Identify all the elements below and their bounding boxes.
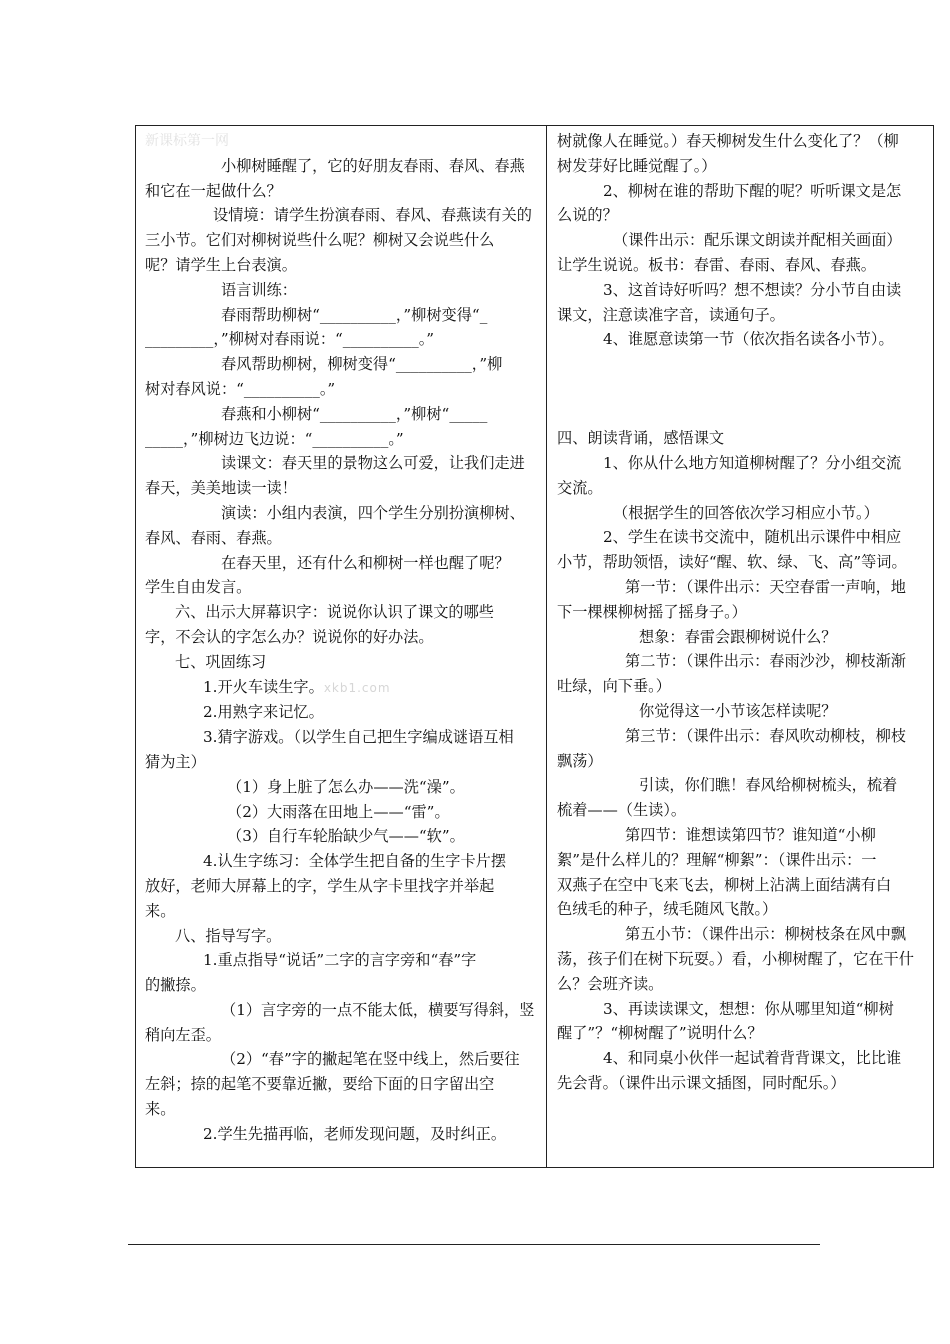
- text-line: [557, 699, 925, 724]
- line-text: 交流。: [557, 478, 603, 497]
- text-line: [557, 1021, 925, 1046]
- text-line: [557, 525, 925, 550]
- text-line: [557, 501, 925, 526]
- line-text: 树就像人在睡觉。）春天柳树发生什么变化了？（柳: [557, 132, 899, 150]
- line-text: 课文，注意读准字音，读通句子。: [557, 305, 785, 324]
- line-text: 放好，老师大屏幕上的字，学生从字卡里找字并举起: [145, 876, 495, 895]
- line-text: 三小节。它们对柳树说些什么呢？柳树又会说些什么: [145, 231, 495, 250]
- text-line: [145, 253, 538, 278]
- line-text: 演读：小组内表演，四个学生分别扮演柳树、: [221, 503, 525, 522]
- text-line: [145, 700, 538, 725]
- text-line: [145, 849, 538, 874]
- left-column: [136, 126, 547, 1167]
- line-text: 设情境：请学生扮演春雨、春风、春燕读有关的: [213, 206, 532, 225]
- text-line: [145, 600, 538, 625]
- text-line: [557, 1046, 925, 1071]
- line-text: 吐绿，向下垂。）: [557, 677, 671, 696]
- text-line: [145, 625, 538, 650]
- text-line: [145, 1122, 538, 1147]
- line-text: 想象：春雷会跟柳树说什么？: [639, 627, 837, 646]
- line-text: 春天，美美地读一读！: [145, 479, 297, 498]
- line-text: 来。: [145, 901, 176, 920]
- text-line: [145, 278, 538, 303]
- line-text: 梳着——（生读）。: [557, 801, 687, 820]
- text-line: [145, 800, 538, 825]
- text-line: [145, 303, 538, 328]
- line-text: _________，”柳树对春雨说：“__________。”: [145, 330, 435, 349]
- text-line: [557, 253, 925, 278]
- text-line: [145, 874, 538, 899]
- text-line: [557, 203, 925, 228]
- text-line: [145, 899, 538, 924]
- text-line: [557, 972, 925, 997]
- line-text: 树对春风说：“__________。”: [145, 379, 336, 398]
- line-text: 学生自由发言。: [145, 578, 252, 597]
- text-line: [145, 775, 538, 800]
- text-line: [145, 203, 538, 228]
- line-text: 么说的？: [557, 206, 618, 225]
- text-line: [557, 848, 925, 873]
- text-line: [145, 402, 538, 427]
- lesson-plan-table: [135, 125, 934, 1168]
- text-line: [145, 526, 538, 551]
- text-line: [557, 476, 925, 501]
- line-text: 七、巩固练习: [175, 652, 267, 671]
- line-text: 小节，帮助领悟，读好“醒、软、绿、飞、高”等词。: [557, 553, 907, 572]
- text-line: [145, 924, 538, 949]
- line-text: 四、朗读背诵，感悟课文: [557, 429, 725, 448]
- text-line: [145, 451, 538, 476]
- line-text: 左斜；捺的起笔不要靠近撇，要给下面的日字留出空: [145, 1075, 495, 1094]
- line-text: 1.重点指导“说话”二字的言字旁和“春”字: [203, 951, 477, 970]
- text-line: [145, 154, 538, 179]
- line-text: 来。: [145, 1100, 176, 1119]
- text-line: [145, 352, 538, 377]
- line-text: 春风帮助柳树，柳树变得“__________，”柳: [221, 355, 503, 374]
- line-text: 2.学生先描再临，老师发现问题，及时纠正。: [203, 1124, 507, 1143]
- line-text: 语言训练：: [221, 280, 297, 299]
- text-line: [557, 303, 925, 328]
- line-text: 下一棵棵柳树摇了摇身子。）: [557, 602, 747, 621]
- text-line: [145, 327, 538, 352]
- text-line: [557, 451, 925, 476]
- line-text: 在春天里，还有什么和柳树一样也醒了呢？: [221, 553, 510, 572]
- line-text: （课件出示：配乐课文朗读并配相关画面）: [613, 231, 902, 250]
- right-column: [547, 126, 933, 1167]
- line-text: 双燕子在空中飞来飞去，柳树上沾满上面结满有白: [557, 875, 892, 894]
- line-text: 六、出示大屏幕识字：说说你认识了课文的哪些: [175, 603, 494, 622]
- line-text: 荡，孩子们在树下玩耍。）看，小柳树醒了，它在干什: [557, 949, 914, 968]
- text-line: [145, 1097, 538, 1122]
- text-line: [145, 228, 538, 253]
- line-text: 2、柳树在谁的帮助下醒的呢？听听课文是怎: [603, 181, 902, 200]
- text-line: [557, 600, 925, 625]
- line-text: 3、这首诗好听吗？想不想读？分小节自由读: [603, 280, 902, 299]
- text-line: [145, 824, 538, 849]
- text-line: [557, 897, 925, 922]
- line-text: 絮”是什么样儿的？理解“柳絮”：（课件出示：一: [557, 850, 877, 869]
- line-text: 3.猜字游戏。（以学生自己把生字编成谜语互相: [203, 728, 514, 747]
- line-text: 小柳树睡醒了，它的好朋友春雨、春风、春燕: [221, 156, 525, 175]
- text-line: [557, 278, 925, 303]
- line-text: 第三节：（课件出示：春风吹动柳枝，柳枝: [625, 726, 906, 745]
- line-text: 4.认生字练习：全体学生把自备的生字卡片摆: [203, 852, 507, 871]
- text-line: [145, 1072, 538, 1097]
- text-line: [557, 228, 925, 253]
- line-text: （2）“春”字的撇起笔在竖中线上，然后要往: [221, 1050, 520, 1069]
- line-text: 八、指导写字。: [175, 926, 282, 945]
- text-line: [557, 674, 925, 699]
- line-text: 春雨帮助柳树“__________，”柳树变得“_: [221, 305, 488, 324]
- text-line: [557, 823, 925, 848]
- text-line: [557, 749, 925, 774]
- line-text: 树发芽好比睡觉醒了。）: [557, 156, 717, 175]
- line-text: 第二节：（课件出示：春雨沙沙，柳枝渐渐: [625, 652, 906, 671]
- text-line: [557, 947, 925, 972]
- text-line: [145, 179, 538, 204]
- line-text: （2）大雨落在田地上——“雷”。: [227, 802, 450, 821]
- line-text: 先会背。（课件出示课文插图，同时配乐。）: [557, 1073, 846, 1092]
- line-text: 4、谁愿意读第一节（依次指名读各小节）。: [603, 330, 894, 349]
- watermark-text: [145, 129, 538, 154]
- line-text: 醒了”？“柳树醒了”说明什么？: [557, 1024, 763, 1043]
- footer-rule: [128, 1244, 820, 1245]
- text-line: [145, 973, 538, 998]
- text-line: [557, 649, 925, 674]
- line-text: 1、你从什么地方知道柳树醒了？分小组交流: [603, 453, 902, 472]
- line-text: （3）自行车轮胎缺少气——“软”。: [227, 827, 465, 846]
- paragraph-gap: [557, 352, 925, 426]
- text-line: [557, 327, 925, 352]
- text-line: [557, 550, 925, 575]
- line-text: 新课标第一网: [145, 133, 229, 149]
- line-text: 猜为主）: [145, 752, 206, 771]
- line-text: 呢？请学生上台表演。: [145, 255, 297, 274]
- text-line: [557, 997, 925, 1022]
- line-text: 第四节：谁想读第四节？谁知道“小柳: [625, 825, 876, 844]
- line-text: （1）言字旁的一点不能太低，横要写得斜，竖: [221, 1000, 535, 1019]
- line-text: 引读，你们瞧！春风给柳树梳头，梳着: [639, 776, 898, 795]
- text-line: [557, 922, 925, 947]
- text-line: [557, 1071, 925, 1096]
- text-line: [557, 724, 925, 749]
- line-text: 第一节：（课件出示：天空春雷一声响，地: [625, 577, 906, 596]
- text-line: [145, 476, 538, 501]
- line-text: （1）身上脏了怎么办——洗“澡”。: [227, 777, 465, 796]
- text-line: [145, 427, 538, 452]
- line-text: 4、和同桌小伙伴一起试着背背课文，比比谁: [603, 1049, 902, 1068]
- text-line: [145, 725, 538, 750]
- line-text: 春风、春雨、春燕。: [145, 528, 282, 547]
- line-text: 稍向左歪。: [145, 1025, 221, 1044]
- text-line: [557, 798, 925, 823]
- text-line: [145, 650, 538, 675]
- line-text: 字，不会认的字怎么办？说说你的好办法。: [145, 627, 434, 646]
- text-line: [145, 575, 538, 600]
- text-line: [145, 998, 538, 1023]
- line-text: 2、学生在读书交流中，随机出示课件中相应: [603, 528, 902, 547]
- text-line: [145, 1023, 538, 1048]
- text-line: [145, 551, 538, 576]
- line-text: 飘荡）: [557, 751, 603, 770]
- line-text: 读课文：春天里的景物这么可爱，让我们走进: [221, 454, 525, 473]
- line-text: 么？会班齐读。: [557, 974, 664, 993]
- line-text: （根据学生的回答依次学习相应小节。）: [613, 503, 879, 522]
- text-line: [557, 773, 925, 798]
- line-text: 1.开火车读生字。: [203, 677, 324, 696]
- line-text: 3、再读读课文，想想：你从哪里知道“柳树: [603, 999, 894, 1018]
- text-line: [145, 501, 538, 526]
- line-text: 你觉得这一小节该怎样读呢？: [639, 701, 837, 720]
- text-line: [145, 948, 538, 973]
- text-line: [557, 129, 925, 154]
- line-text: 2.用熟字来记忆。: [203, 703, 324, 722]
- line-text: 让学生说说。板书：春雷、春雨、春风、春燕。: [557, 255, 876, 274]
- text-line: [557, 154, 925, 179]
- line-text: 第五小节：（课件出示：柳树枝条在风中飘: [625, 925, 906, 944]
- watermark-url: xkb1.com: [323, 680, 391, 695]
- text-line: [557, 179, 925, 204]
- text-line: [145, 1047, 538, 1072]
- line-text: 春燕和小柳树“__________，”柳树“_____: [221, 404, 488, 423]
- text-line: [557, 625, 925, 650]
- text-line: [557, 426, 925, 451]
- line-text: 色绒毛的种子，绒毛随风飞散。）: [557, 900, 778, 919]
- text-line: [145, 750, 538, 775]
- line-text: 的撇捺。: [145, 976, 206, 995]
- text-line: [557, 575, 925, 600]
- line-text: _____，”柳树边飞边说：“__________。”: [145, 429, 404, 448]
- text-line: [145, 675, 538, 701]
- text-line: [145, 377, 538, 402]
- line-text: 和它在一起做什么？: [145, 181, 282, 200]
- text-line: [557, 873, 925, 898]
